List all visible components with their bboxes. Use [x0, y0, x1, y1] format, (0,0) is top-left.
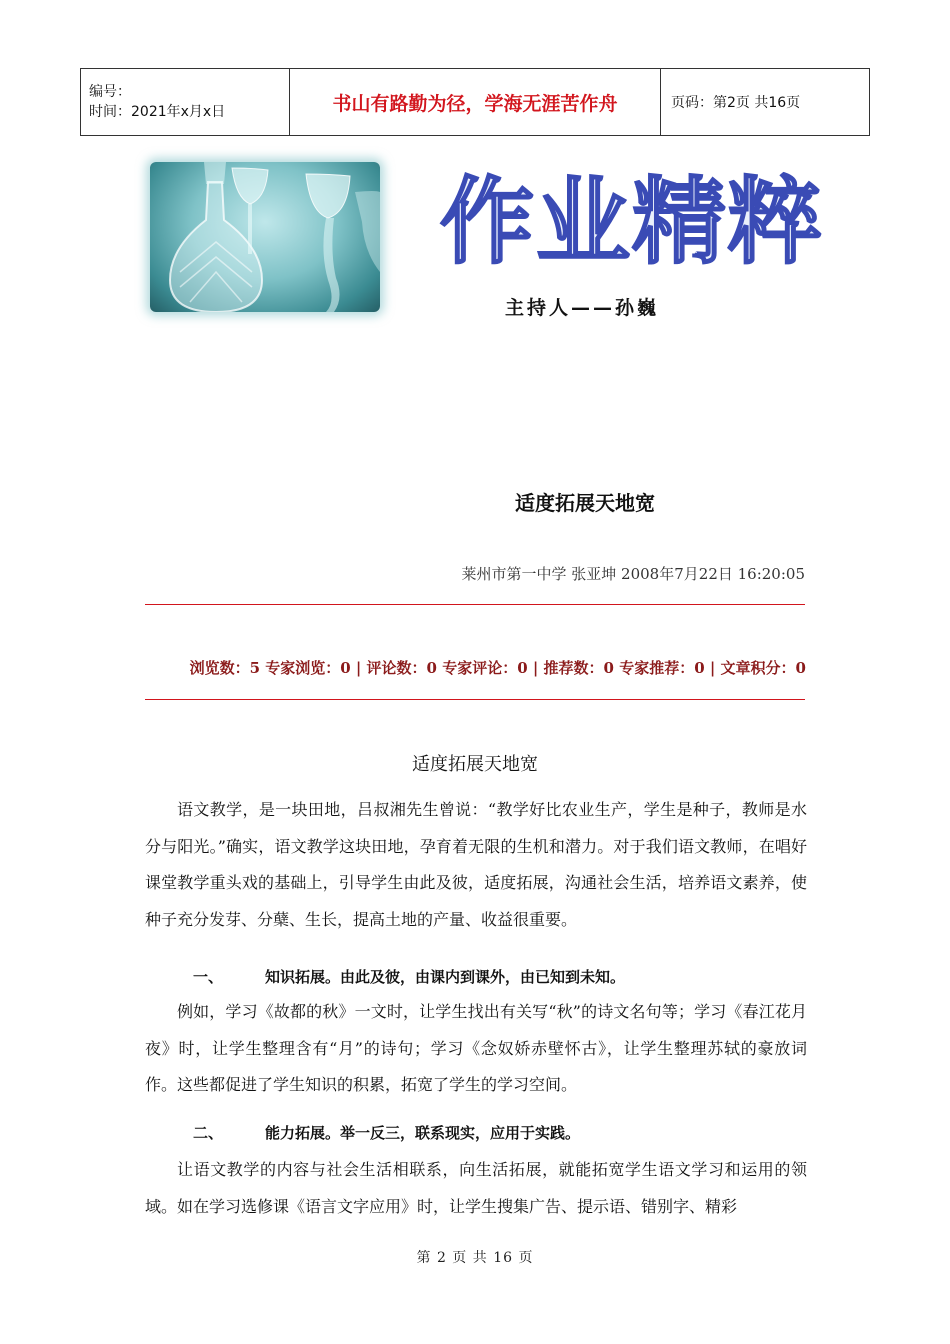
number-label: 编号： — [89, 84, 131, 100]
page-footer: 第 2 页 共 16 页 — [416, 1250, 534, 1266]
banner-title: 作业精粹 — [440, 168, 825, 277]
section-1-body: 例如，学习《故都的秋》一文时，让学生找出有关写“秋”的诗文名句等；学习《春江花月夜》时，让学生整理含有“月”的诗句；学习《念奴娇赤壁怀古》，让学生整理苏轼的豪放词作。这些都促进了学生知识的积累，拓宽了学生的学习空间。 — [145, 1002, 807, 1094]
section-1-title: 知识拓展。由此及彼，由课内到课外，由已知到未知。 — [265, 968, 626, 986]
header-motto: 书山有路勤为径，学海无涯苦作舟 — [290, 69, 661, 136]
section-2-number: 二、 — [193, 1124, 224, 1142]
divider-bottom — [145, 699, 805, 700]
intro-paragraph: 语文教学，是一块田地，吕叔湘先生曾说：“教学好比农业生产，学生是种子，教师是水分与阳光。”确实，语文教学这块田地，孕育着无限的生机和潜力。对于我们语文教师，在唱好课堂教学重头戏的基础上，引导学生由此及彼，适度拓展，沟通社会生活，培养语文素养，使种子充分发芽、分蘖、生长，提高土地的产量、收益很重要。 — [145, 800, 807, 929]
article-subtitle: 适度拓展天地宽 — [412, 754, 538, 775]
section-2-body: 让语文教学的内容与社会生活相联系，向生活拓展，就能拓宽学生语文学习和运用的领域。如在学习选修课《语言文字应用》时，让学生搜集广告、提示语、错别字、精彩 — [145, 1160, 807, 1216]
article-stats: 浏览数：5 专家浏览：0 | 评论数：0 专家评论：0 | 推荐数：0 专家推荐：0 | 文章积分：0 — [189, 659, 806, 677]
date-label: 时间：2021年x月x日 — [89, 104, 226, 120]
header-page-info: 页码：第2页 共16页 — [661, 69, 870, 136]
crystal-glass-illustration — [150, 162, 380, 312]
article-title: 适度拓展天地宽 — [515, 491, 655, 515]
section-1-heading — [193, 966, 625, 987]
section-2-title: 能力拓展。举一反三，联系现实，应用于实践。 — [265, 1124, 581, 1142]
article-byline: 莱州市第一中学 张亚坤 2008年7月22日 16:20:05 — [461, 565, 805, 583]
crystal-glass-photo — [150, 162, 380, 312]
header-table — [80, 68, 870, 136]
header-meta — [81, 69, 290, 136]
banner-host: 主持人——孙巍 — [505, 297, 660, 319]
section-2-heading — [193, 1122, 580, 1143]
divider-top — [145, 604, 805, 605]
section-1-number: 一、 — [193, 968, 224, 986]
